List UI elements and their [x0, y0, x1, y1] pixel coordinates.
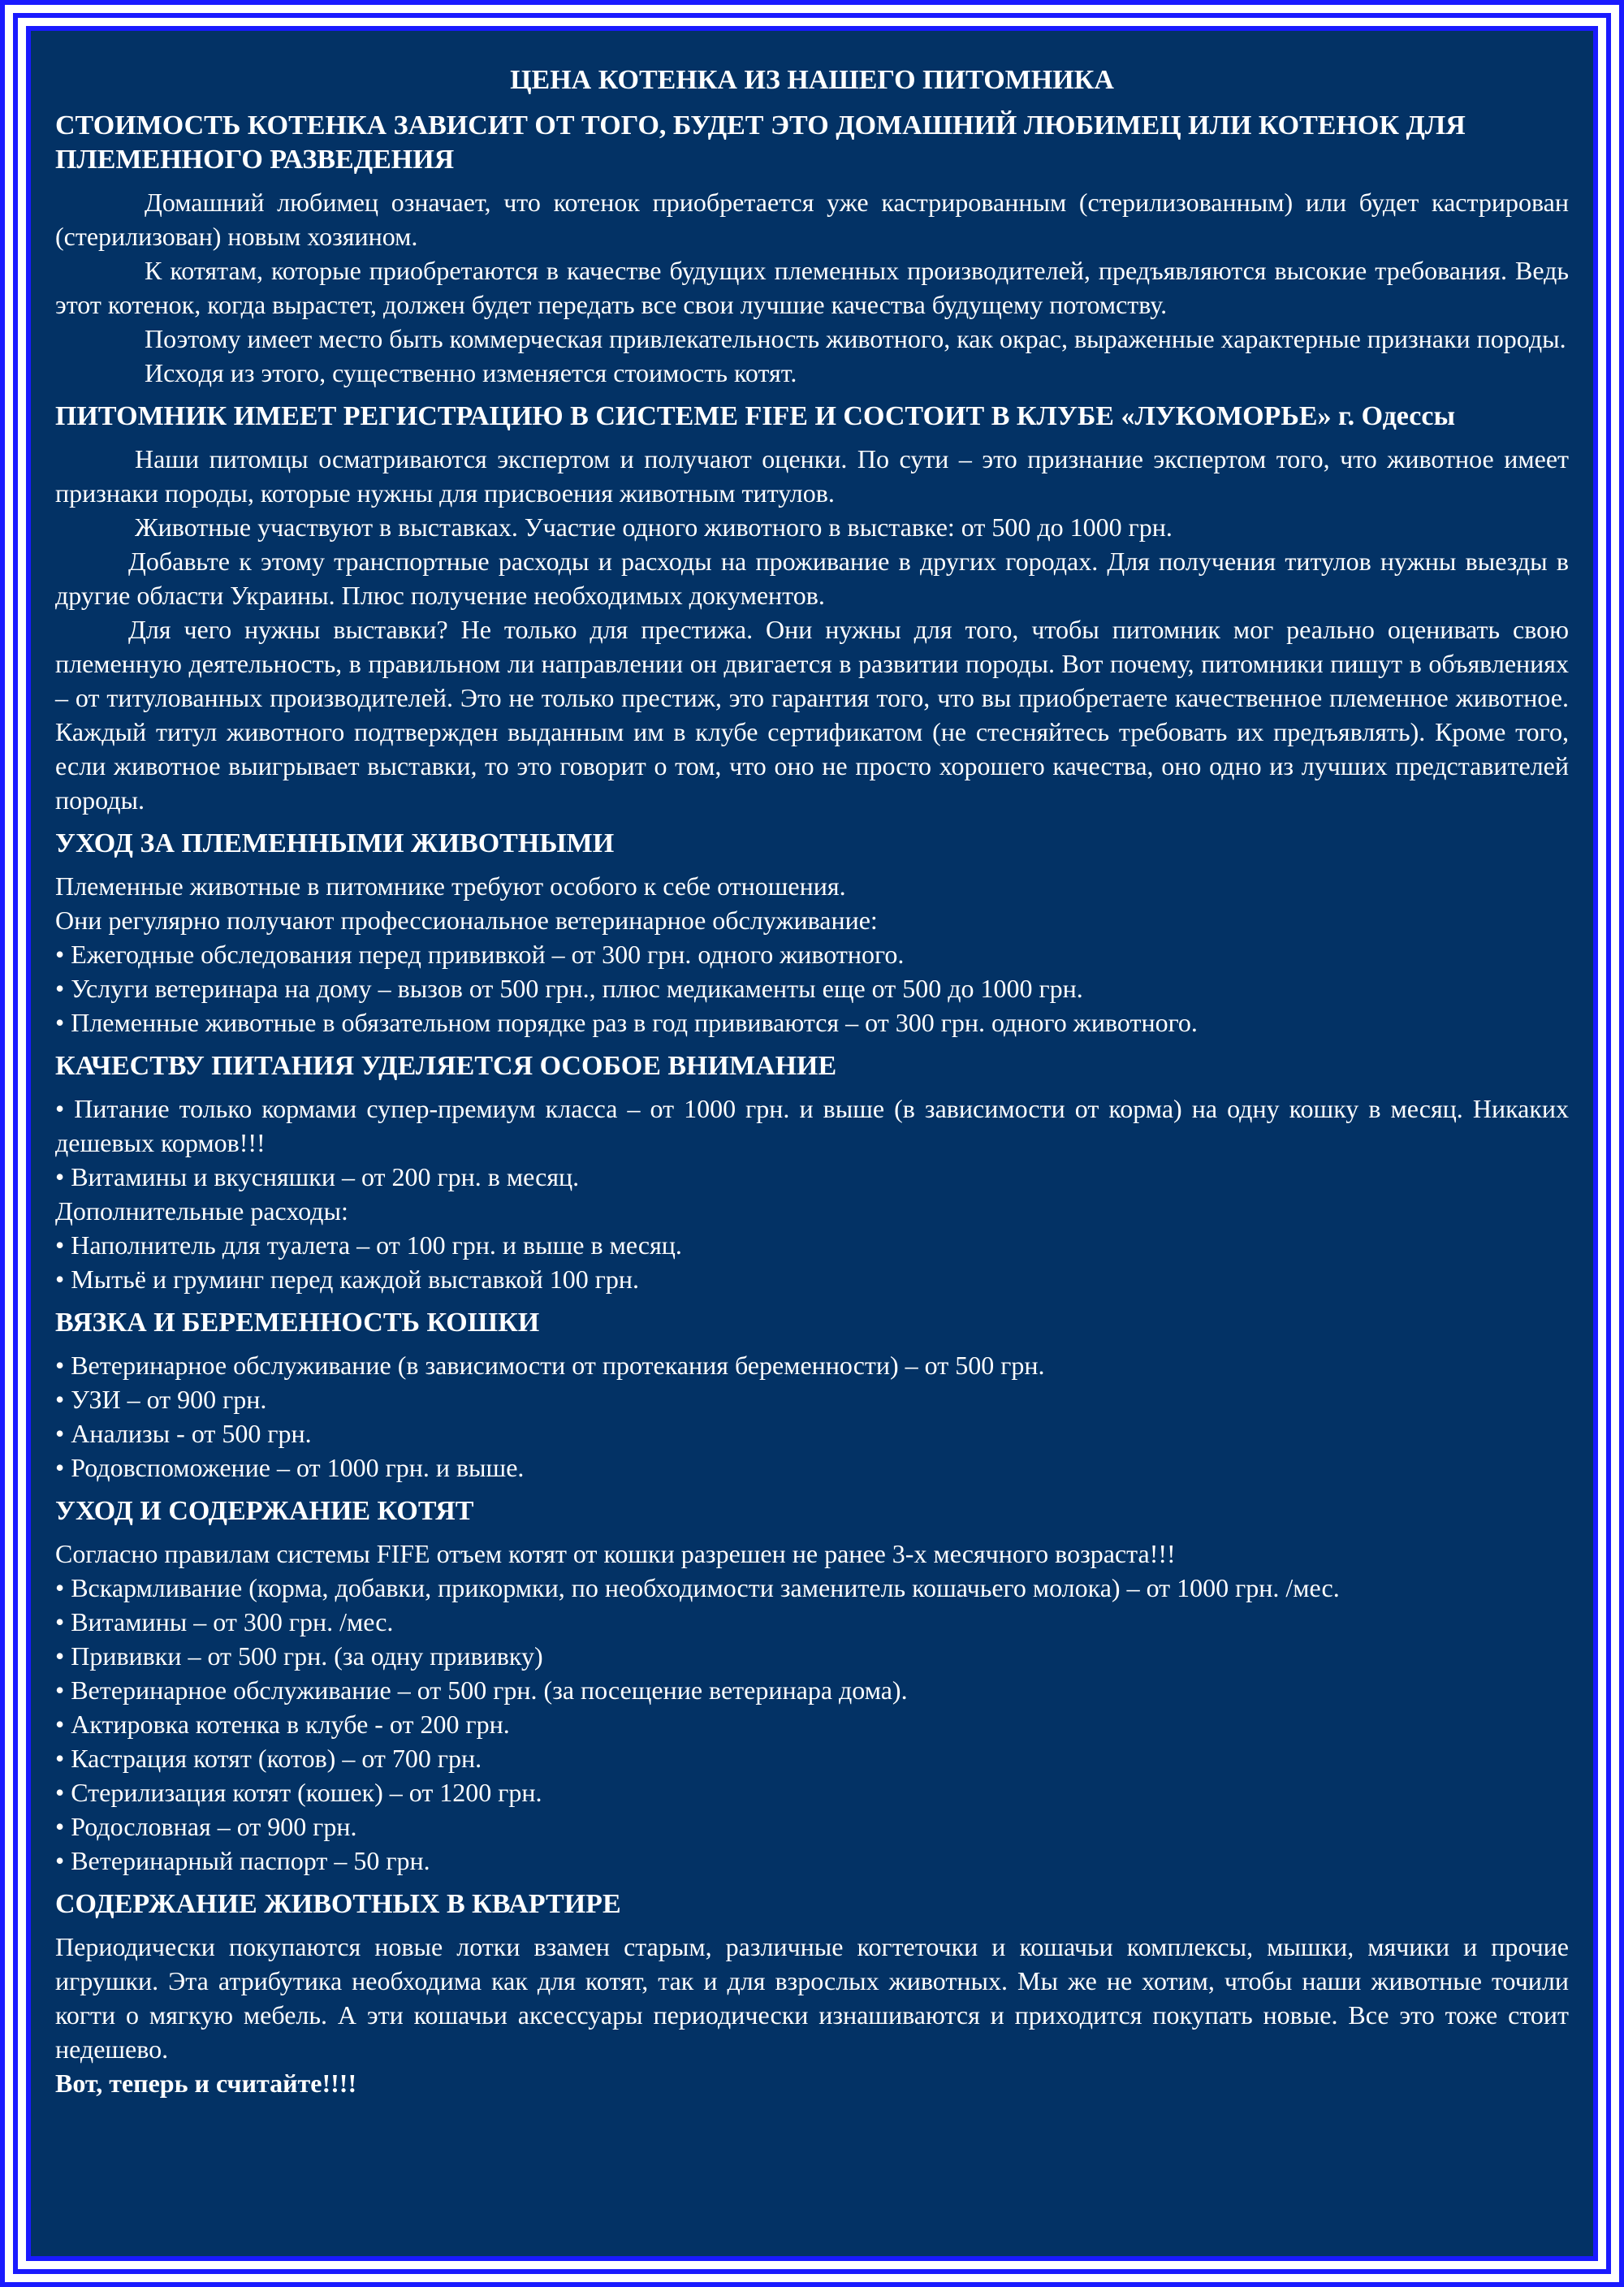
section-heading: СОДЕРЖАНИЕ ЖИВОТНЫХ В КВАРТИРЕ	[55, 1889, 621, 1919]
section-kitten-care	[55, 1494, 1569, 1878]
section-heading: УХОД И СОДЕРЖАНИЕ КОТЯТ	[55, 1496, 474, 1526]
list-item: Племенные животные в питомнике требуют особого к себе отношения.	[55, 871, 846, 901]
list-item: • Услуги ветеринара на дому – вызов от 500 грн., плюс медикаменты еще от 500 до 1000 грн.	[55, 974, 1083, 1003]
content-panel	[26, 26, 1598, 2261]
list-item: • Стерилизация котят (кошек) – от 1200 грн.	[55, 1778, 542, 1807]
list-item: • Вскармливание (корма, добавки, прикормки, по необходимости заменитель кошачьего молока) – от 1000 грн. /мес.	[55, 1573, 1340, 1602]
list-item: • Кастрация котят (котов) – от 700 грн.	[55, 1744, 482, 1773]
paragraph: Поэтому имеет место быть коммерческая привлекательность животного, как окрас, выраженные характерные признаки породы.	[145, 324, 1566, 353]
list-item: • Прививки – от 500 грн. (за одну прививку)	[55, 1641, 543, 1671]
list-item: • Витамины – от 300 грн. /мес.	[55, 1607, 394, 1636]
list-item: • Анализы - от 500 грн.	[55, 1419, 312, 1448]
section-nutrition	[55, 1049, 1569, 1296]
list-item: • Родословная – от 900 грн.	[55, 1812, 357, 1841]
page-title: ЦЕНА КОТЕНКА ИЗ НАШЕГО ПИТОМНИКА	[510, 65, 1114, 95]
section-heading: ПИТОМНИК ИМЕЕТ РЕГИСТРАЦИЮ В СИСТЕМЕ FIFE И СОСТОИТ В КЛУБЕ «ЛУКОМОРЬЕ» г. Одессы	[55, 401, 1456, 431]
paragraph: Периодически покупаются новые лотки взамен старым, различные когтеточки и кошачьи комплексы, мышки, мячики и прочие игрушки. Эта атрибутика необходима как для котят, так и для взрослых животных. Мы же не хотим, чтобы наши животные точили когти о мягкую мебель. А эти кошачьи аксессуары периодически изнашиваются и приходится покупать новые. Все это тоже стоит недешево.	[55, 1932, 1569, 2064]
section-apartment	[55, 1887, 1569, 2100]
paragraph: Исходя из этого, существенно изменяется стоимость котят.	[145, 358, 797, 387]
paragraph: Наши питомцы осматриваются экспертом и получают оценки. По сути – это признание экспертом того, что животное имеет признаки породы, которые нужны для присвоения животным титулов.	[55, 444, 1569, 508]
list-item: • Мытьё и груминг перед каждой выставкой 100 грн.	[55, 1265, 639, 1294]
list-item: • УЗИ – от 900 грн.	[55, 1385, 267, 1414]
list-item: Согласно правилам системы FIFE отъем котят от кошки разрешен не ранее 3-х месячного возраста!!!	[55, 1539, 1176, 1568]
list-item: • Родовспоможение – от 1000 грн. и выше.	[55, 1453, 525, 1482]
closing-line: Вот, теперь и считайте!!!!	[55, 2069, 357, 2098]
list-item: • Актировка котенка в клубе - от 200 грн.	[55, 1710, 510, 1739]
section-heading: УХОД ЗА ПЛЕМЕННЫМИ ЖИВОТНЫМИ	[55, 828, 615, 858]
section-pregnancy	[55, 1306, 1569, 1485]
section-cost	[55, 109, 1569, 390]
list-item: • Ветеринарное обслуживание (в зависимости от протекания беременности) – от 500 грн.	[55, 1351, 1045, 1380]
paragraph: Добавьте к этому транспортные расходы и расходы на проживание в других городах. Для получения титулов нужны выезды в другие области Украины. Плюс получение необходимых документов.	[55, 547, 1569, 610]
list-item: Они регулярно получают профессиональное ветеринарное обслуживание:	[55, 906, 878, 935]
list-item: • Ежегодные обследования перед прививкой – от 300 грн. одного животного.	[55, 940, 905, 969]
section-heading: ВЯЗКА И БЕРЕМЕННОСТЬ КОШКИ	[55, 1308, 540, 1338]
list-item: • Ветеринарное обслуживание – от 500 грн. (за посещение ветеринара дома).	[55, 1675, 908, 1705]
list-item: • Ветеринарный паспорт – 50 грн.	[55, 1846, 430, 1875]
list-item: • Витамины и вкусняшки – от 200 грн. в месяц.	[55, 1162, 580, 1191]
section-breeding-care	[55, 827, 1569, 1040]
section-heading: СТОИМОСТЬ КОТЕНКА ЗАВИСИТ ОТ ТОГО, БУДЕТ ЭТО ДОМАШНИЙ ЛЮБИМЕЦ ИЛИ КОТЕНОК ДЛЯ ПЛЕМЕННОГО РАЗВЕДЕНИЯ	[55, 110, 1466, 175]
list-item: • Наполнитель для туалета – от 100 грн. и выше в месяц.	[55, 1230, 682, 1260]
paragraph: Животные участвуют в выставках. Участие одного животного в выставке: от 500 до 1000 грн.	[135, 512, 1173, 542]
list-item: • Питание только кормами супер-премиум класса – от 1000 грн. и выше (в зависимости от корма) на одну кошку в месяц. Никаких дешевых кормов!!!	[55, 1094, 1569, 1157]
section-heading: КАЧЕСТВУ ПИТАНИЯ УДЕЛЯЕТСЯ ОСОБОЕ ВНИМАНИЕ	[55, 1051, 837, 1081]
list-item: Дополнительные расходы:	[55, 1196, 348, 1226]
paragraph: Для чего нужны выставки? Не только для престижа. Они нужны для того, чтобы питомник мог реально оценивать свою племенную деятельность, в правильном ли направлении он двигается в развитии породы. Вот почему, питомники пишут в объявлениях – от титулованных производителей. Это не только престиж, это гарантия того, что вы приобретаете качественное племенное животное. Каждый титул животного подтвержден выданным им в клубе сертификатом (не стесняйтесь требовать их предъявлять). Кроме того, если животное выигрывает выставки, то это говорит о том, что оно не просто хорошего качества, оно одно из лучших представителей породы.	[55, 615, 1569, 815]
middle-frame	[13, 13, 1611, 2274]
paragraph: Домашний любимец означает, что котенок приобретается уже кастрированным (стерилизованным) или будет кастрирован (стерилизован) новым хозяином.	[55, 188, 1569, 251]
section-registration	[55, 400, 1569, 817]
paragraph: К котятам, которые приобретаются в качестве будущих племенных производителей, предъявляются высокие требования. Ведь этот котенок, когда вырастет, должен будет передать все свои лучшие качества будущему потомству.	[55, 256, 1569, 319]
list-item: • Племенные животные в обязательном порядке раз в год прививаются – от 300 грн. одного животного.	[55, 1008, 1198, 1037]
